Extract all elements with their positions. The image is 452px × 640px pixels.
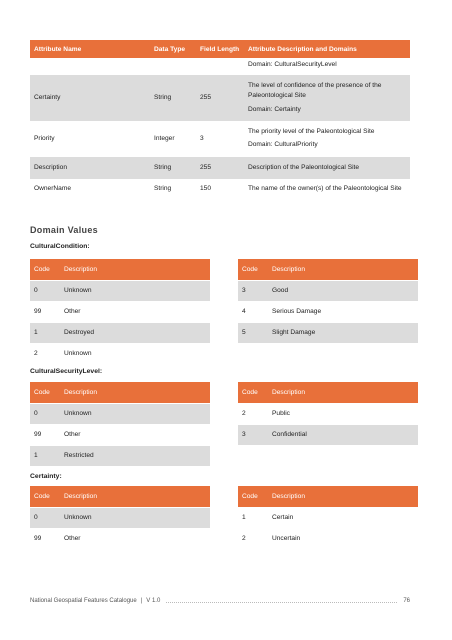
code-value: 99	[30, 301, 60, 322]
header-attribute-name: Attribute Name	[30, 40, 150, 58]
footer-title: National Geospatial Features Catalogue	[30, 598, 137, 604]
attr-desc-text: The priority level of the Paleontological Site	[248, 127, 375, 135]
code-value: 4	[238, 301, 268, 322]
header-description: Attribute Description and Domains	[244, 40, 410, 58]
code-row	[238, 322, 418, 343]
code-description: Destroyed	[60, 322, 210, 343]
attr-name: Description	[30, 157, 150, 179]
code-description: Good	[268, 280, 418, 301]
code-value: 2	[238, 403, 268, 424]
footer-separator: |	[140, 598, 143, 604]
code-description: Slight Damage	[268, 322, 418, 343]
code-description: Other	[60, 301, 210, 322]
code-row	[30, 403, 210, 424]
code-description: Restricted	[60, 445, 210, 466]
code-row	[238, 424, 418, 445]
description-header: Description	[268, 259, 418, 280]
code-value: 99	[30, 424, 60, 445]
attr-desc-text: The name of the owner(s) of the Paleontological Site	[248, 184, 402, 192]
code-header: Code	[238, 382, 268, 403]
footer-version: V 1.0	[146, 598, 161, 604]
code-description: Unknown	[60, 507, 210, 528]
attr-type: String	[150, 157, 196, 179]
attr-domain: Domain: Certainty	[248, 105, 301, 113]
code-header: Code	[30, 486, 60, 507]
attr-name: OwnerName	[34, 184, 72, 192]
cultural-condition-table-left	[30, 259, 210, 364]
code-description: Certain	[268, 507, 418, 528]
attr-name: Certainty	[30, 74, 150, 120]
attribute-row-description	[30, 157, 410, 179]
code-value: 1	[30, 322, 60, 343]
code-row	[30, 343, 210, 364]
code-header: Code	[30, 259, 60, 280]
attr-desc	[244, 121, 410, 157]
code-description: Public	[268, 403, 418, 424]
attribute-table	[30, 40, 410, 199]
code-description: Unknown	[60, 280, 210, 301]
description-header: Description	[60, 259, 210, 280]
code-row	[238, 528, 418, 549]
attr-desc-text: The level of confidence of the presence of the Paleontological Site	[248, 81, 382, 99]
code-row	[30, 445, 210, 466]
attr-length: 255	[196, 157, 244, 179]
domain-label-certainty: Certainty:	[30, 473, 62, 480]
code-row	[238, 301, 418, 322]
footer-dotted-leader	[166, 599, 397, 603]
attr-name: Priority	[34, 134, 55, 142]
code-description: Unknown	[60, 343, 210, 364]
attr-length: 255	[196, 74, 244, 120]
header-field-length: Field Length	[196, 40, 244, 58]
section-title: Domain Values	[30, 225, 98, 235]
code-row	[30, 280, 210, 301]
page-number: 76	[403, 598, 410, 604]
cultural-condition-table-right	[238, 259, 418, 343]
code-value: 3	[238, 280, 268, 301]
attribute-row-certainty	[30, 74, 410, 120]
code-row	[238, 280, 418, 301]
certainty-table-right	[238, 486, 418, 549]
code-description: Uncertain	[268, 528, 418, 549]
code-row	[238, 403, 418, 424]
description-header: Description	[268, 382, 418, 403]
code-table-header	[238, 259, 418, 280]
attr-type: Integer	[154, 134, 175, 142]
attribute-header-row	[30, 40, 410, 58]
code-row	[30, 507, 210, 528]
code-value: 2	[30, 343, 60, 364]
code-row	[30, 528, 210, 549]
description-header: Description	[60, 486, 210, 507]
code-value: 0	[30, 507, 60, 528]
code-description: Other	[60, 424, 210, 445]
code-value: 1	[30, 445, 60, 466]
code-row	[30, 301, 210, 322]
code-header: Code	[238, 486, 268, 507]
code-description: Confidential	[268, 424, 418, 445]
attr-desc-text: Description of the Paleontological Site	[244, 157, 410, 179]
attr-type: String	[154, 184, 172, 192]
code-header: Code	[238, 259, 268, 280]
attr-domain: Domain: CulturalPriority	[248, 141, 318, 149]
code-value: 1	[238, 507, 268, 528]
code-value: 2	[238, 528, 268, 549]
code-row	[238, 507, 418, 528]
page-footer	[30, 598, 410, 604]
attr-length: 3	[200, 134, 204, 142]
code-row	[30, 424, 210, 445]
attr-desc	[244, 74, 410, 120]
attribute-row-ownername	[30, 179, 410, 199]
description-header: Description	[60, 382, 210, 403]
code-header: Code	[30, 382, 60, 403]
attr-type: String	[150, 74, 196, 120]
code-table-header	[238, 486, 418, 507]
code-value: 0	[30, 403, 60, 424]
domain-label-cultural-condition: CulturalCondition:	[30, 243, 90, 250]
cultural-security-table-left	[30, 382, 210, 466]
code-value: 3	[238, 424, 268, 445]
code-table-header	[30, 382, 210, 403]
cultural-security-table-right	[238, 382, 418, 445]
code-value: 0	[30, 280, 60, 301]
code-description: Other	[60, 528, 210, 549]
code-description: Serious Damage	[268, 301, 418, 322]
certainty-table-left	[30, 486, 210, 549]
domain-label-cultural-security-level: CulturalSecurityLevel:	[30, 368, 103, 375]
description-header: Description	[268, 486, 418, 507]
code-row	[30, 322, 210, 343]
code-table-header	[30, 486, 210, 507]
attr-length: 150	[200, 184, 212, 192]
continued-row	[30, 58, 410, 74]
code-description: Unknown	[60, 403, 210, 424]
attribute-row-priority	[30, 121, 410, 157]
code-value: 5	[238, 322, 268, 343]
header-data-type: Data Type	[150, 40, 196, 58]
continued-domain: Domain: CulturalSecurityLevel	[248, 61, 337, 68]
code-table-header	[238, 382, 418, 403]
code-value: 99	[30, 528, 60, 549]
code-table-header	[30, 259, 210, 280]
